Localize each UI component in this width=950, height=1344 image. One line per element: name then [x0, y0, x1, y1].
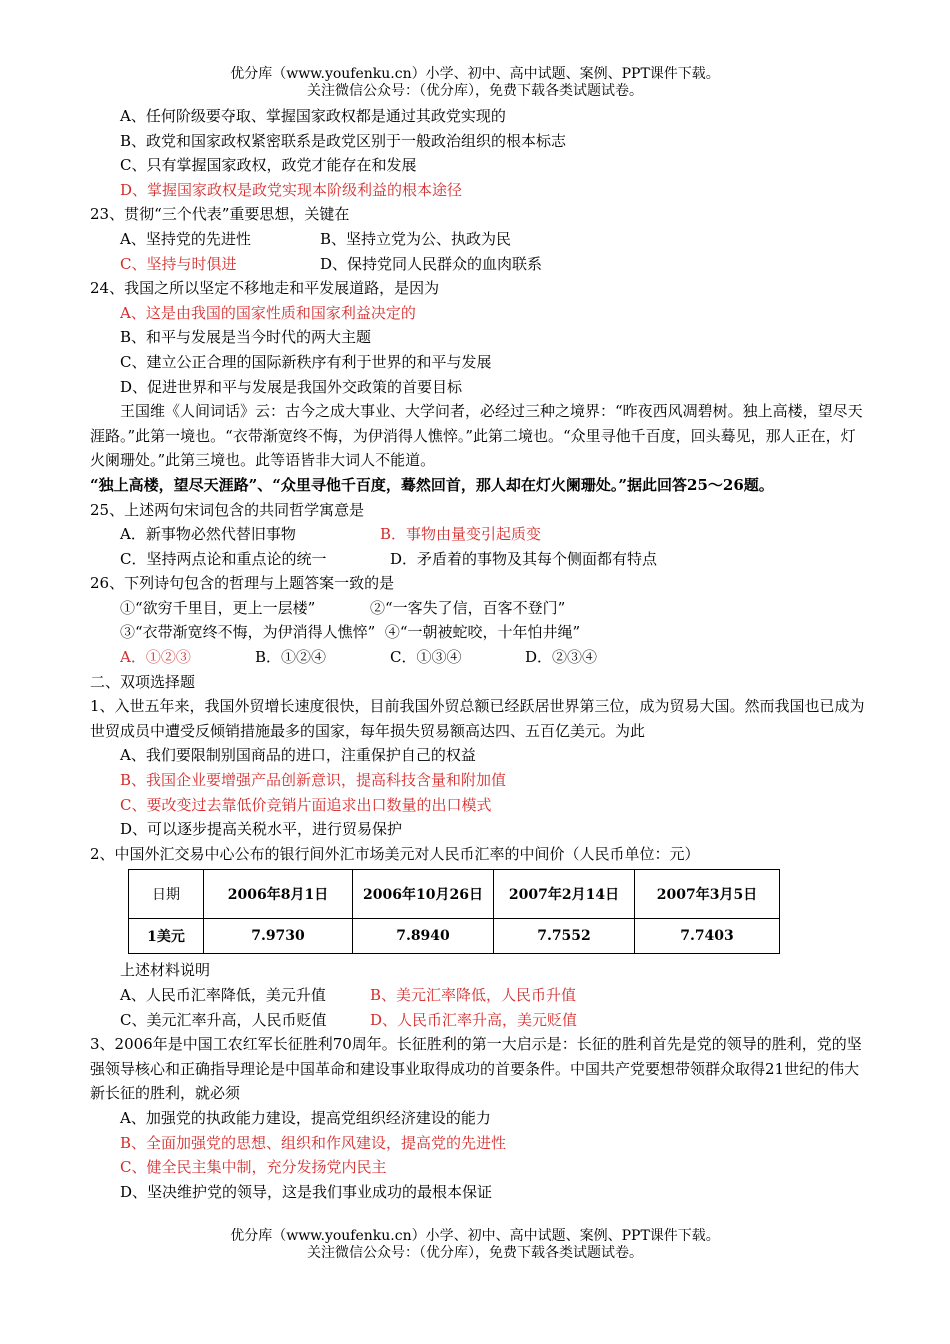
header-line-1: 优分库（www.youfenku.cn）小学、初中、高中试题、案例、PPT课件下载。: [230, 66, 720, 82]
q26-verses-row-2: [90, 620, 870, 645]
d3-option-c-answer: C、健全民主集中制，充分发扬党内民主: [120, 1158, 387, 1177]
table-cell: 7.7552: [494, 919, 635, 954]
table-cell: 7.9730: [204, 919, 353, 954]
d1-option-a: A、我们要限制别国商品的进口，注重保护自己的权益: [120, 746, 476, 765]
table-header-cell: 2006年10月26日: [353, 870, 494, 919]
q25-option-c: C．坚持两点论和重点论的统一: [120, 549, 327, 568]
table-cell: 7.7403: [635, 919, 780, 954]
d2-options-row-2: [90, 1008, 870, 1033]
d3-option-b-answer: B、全面加强党的思想、组织和作风建设，提高党的先进性: [120, 1133, 507, 1152]
footer-line-1: 优分库（www.youfenku.cn）小学、初中、高中试题、案例、PPT课件下载。: [230, 1228, 720, 1244]
d3-option-a: A、加强党的执政能力建设，提高党组织经济建设的能力: [120, 1108, 491, 1127]
q26-option-c: C．①③④: [390, 648, 462, 667]
q26-option-b: B．①②④: [255, 648, 327, 667]
header-line-2: 关注微信公众号：（优分库），免费下载各类试题试卷。: [307, 83, 643, 99]
q22-option-b: B、政党和国家政权紧密联系是政党区别于一般政治组织的根本标志: [120, 131, 567, 150]
q23-options-row-2: [90, 252, 870, 277]
table-header-cell: 2007年3月5日: [635, 870, 780, 919]
q23-option-d: D、保持党同人民群众的血肉联系: [320, 254, 543, 273]
q25-options-row-2: [90, 547, 870, 572]
q24-option-a-answer: A、这是由我国的国家性质和国家利益决定的: [120, 303, 416, 322]
d1-option-b-answer: B、我国企业要增强产品创新意识，提高科技含量和附加值: [120, 771, 507, 790]
d2-option-b-answer: B、美元汇率降低，人民币升值: [370, 986, 577, 1004]
table-header-cell: 2006年8月1日: [204, 870, 353, 919]
exchange-rate-table: [128, 869, 780, 954]
q26-verse-4: ④“一朝被蛇咬，十年怕井绳”: [384, 623, 581, 642]
table-cell: 7.8940: [353, 919, 494, 954]
q26-verse-2: ②“一客失了信，百客不登门”: [370, 598, 566, 617]
passage-text: 王国维《人间词话》云：古今之成大事业、大学问者，必经过三种之境界：“昨夜西风凋碧树。独上高楼，望尽天涯路。”此第一境也。“衣带渐宽终不悔，为伊消得人憔悴。”此第二境也。“众里寻他千百度，回头蓦见，那人正在，灯火阑珊处。”此第三境也。此等语皆非大词人不能道。: [90, 402, 863, 470]
d2-option-c: C、美元汇率升高，人民币贬值: [120, 1010, 327, 1029]
q22-option-d-answer: D、掌握国家政权是政党实现本阶级利益的根本途径: [120, 180, 463, 199]
q23-option-c-answer: C、坚持与时俱进: [120, 254, 237, 273]
q26-verses-row-1: [90, 596, 870, 621]
section-2-title: 二、双项选择题: [90, 672, 196, 691]
d2-note: 上述材料说明: [120, 961, 211, 980]
q26-verse-3: ③“衣带渐宽终不悔，为伊消得人憔悴”: [120, 623, 376, 642]
q24-option-b: B、和平与发展是当今时代的两大主题: [120, 328, 372, 347]
document-body: [90, 104, 870, 1204]
q26-verse-1: ①“欲穷千里目，更上一层楼”: [120, 598, 316, 617]
q24-stem: 24、我国之所以坚定不移地走和平发展道路，是因为: [90, 279, 440, 298]
d3-stem: 3、2006年是中国工农红军长征胜利70周年。长征胜利的第一大启示是：长征的胜利首先是党的领导的胜利，党的坚强领导核心和正确指导理论是中国革命和建设事业取得成功的首要条件。中国共产党要想带领群众取得21世纪的伟大新长征的胜利，就必须: [90, 1035, 862, 1103]
q25-stem: 25、上述两句宋词包含的共同哲学寓意是: [90, 500, 365, 519]
q23-options-row-1: [90, 227, 870, 252]
d2-option-a: A、人民币汇率降低，美元升值: [120, 986, 326, 1004]
table-header-cell: 2007年2月14日: [494, 870, 635, 919]
q24-option-c: C、建立公正合理的国际新秩序有利于世界的和平与发展: [120, 352, 492, 371]
d2-option-d-answer: D、人民币汇率升高，美元贬值: [370, 1010, 578, 1029]
q23-option-b: B、坚持立党为公、执政为民: [320, 229, 512, 248]
q23-option-a: A、坚持党的先进性: [120, 229, 251, 248]
page-footer: [0, 1228, 950, 1262]
q26-option-a-answer: A．①②③: [120, 648, 191, 667]
d1-option-c-answer: C、要改变过去靠低价竞销片面追求出口数量的出口模式: [120, 795, 492, 814]
d2-stem: 2、中国外汇交易中心公布的银行间外汇市场美元对人民币汇率的中间价（人民币单位：元）: [90, 844, 700, 863]
d3-option-d: D、坚决维护党的领导，这是我们事业成功的最根本保证: [120, 1182, 493, 1201]
q22-option-c: C、只有掌握国家政权，政党才能存在和发展: [120, 156, 417, 175]
table-row: [129, 919, 780, 954]
q22-option-a: A、任何阶级要夺取、掌握国家政权都是通过其政党实现的: [120, 107, 506, 125]
q25-option-a: A．新事物必然代替旧事物: [120, 525, 296, 544]
footer-line-2: 关注微信公众号：（优分库），免费下载各类试题试卷。: [307, 1245, 643, 1261]
q25-option-b-answer: B．事物由量变引起质变: [380, 525, 542, 544]
page-header: [0, 66, 950, 100]
q25-options-row-1: [90, 522, 870, 547]
table-cell: 1美元: [129, 919, 204, 954]
d1-stem: 1、入世五年来，我国外贸增长速度很快，目前我国外贸总额已经跃居世界第三位，成为贸易大国。然而我国也已成为世贸成员中遭受反倾销措施最多的国家，每年损失贸易额高达四、五百亿美元。为此: [90, 697, 865, 740]
table-header-row: [129, 870, 780, 919]
d1-option-d: D、可以逐步提高关税水平，进行贸易保护: [120, 820, 403, 839]
q26-stem: 26、下列诗句包含的哲理与上题答案一致的是: [90, 574, 395, 593]
q25-option-d: D．矛盾着的事物及其每个侧面都有特点: [390, 549, 658, 568]
q24-option-d: D、促进世界和平与发展是我国外交政策的首要目标: [120, 377, 463, 396]
q26-options-row: [90, 645, 870, 670]
table-header-cell: 日期: [129, 870, 204, 919]
q26-option-d: D．②③④: [525, 648, 598, 667]
passage-instruction: “独上高楼，望尽天涯路”、“众里寻他千百度，蓦然回首，那人却在灯火阑珊处。”据此回答25～26题。: [90, 475, 774, 494]
q23-stem: 23、贯彻“三个代表”重要思想，关键在: [90, 205, 350, 224]
d2-options-row-1: [90, 983, 870, 1008]
